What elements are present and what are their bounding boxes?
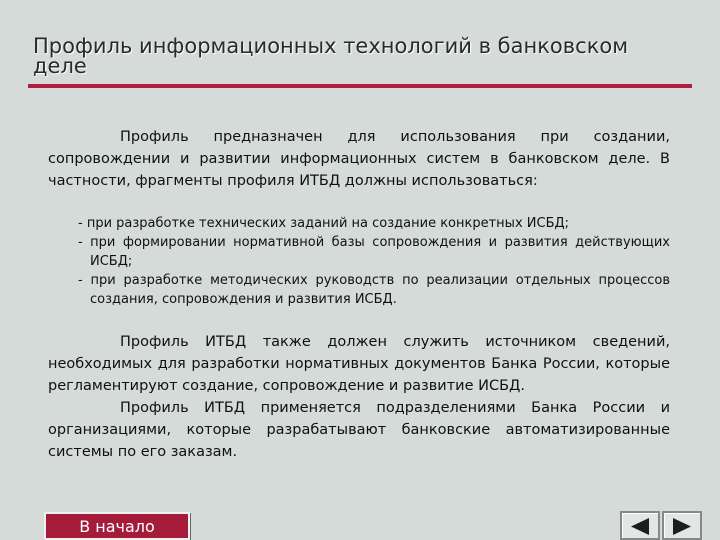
usage-list [48,214,670,309]
slide-body [48,126,670,463]
paragraph-source: Профиль ИТБД также должен служить источником сведений, необходимых для разработки нормативных документов Банка России, которые регламентируют создание, сопровождение и развитие ИСБД. [48,334,670,394]
previous-slide-button[interactable] [620,511,660,540]
title-divider [28,84,692,88]
list-item: - при разработке методических руководств по реализации отдельных процессов создания, сопровождения и развития ИСБД. [78,273,670,307]
triangle-left-icon [628,517,652,536]
list-item: - при разработке технических заданий на создание конкретных ИСБД; [78,216,570,231]
next-slide-button[interactable] [662,511,702,540]
home-button[interactable]: В начало [44,512,190,540]
paragraph-intro: Профиль предназначен для использования при создании, сопровождении и развитии информационных систем в банковском деле. В частности, фрагменты профиля ИТБД должны использоваться: [48,129,670,189]
slide-title: Профиль информационных технологий в банковском деле [33,34,629,78]
paragraph-usage: Профиль ИТБД применяется подразделениями Банка России и организациями, которые разрабатывают банковские автоматизированные системы по его заказам. [48,400,670,460]
list-item: - при формировании нормативной базы сопровождения и развития действующих ИСБД; [78,235,670,269]
triangle-right-icon [670,517,694,536]
